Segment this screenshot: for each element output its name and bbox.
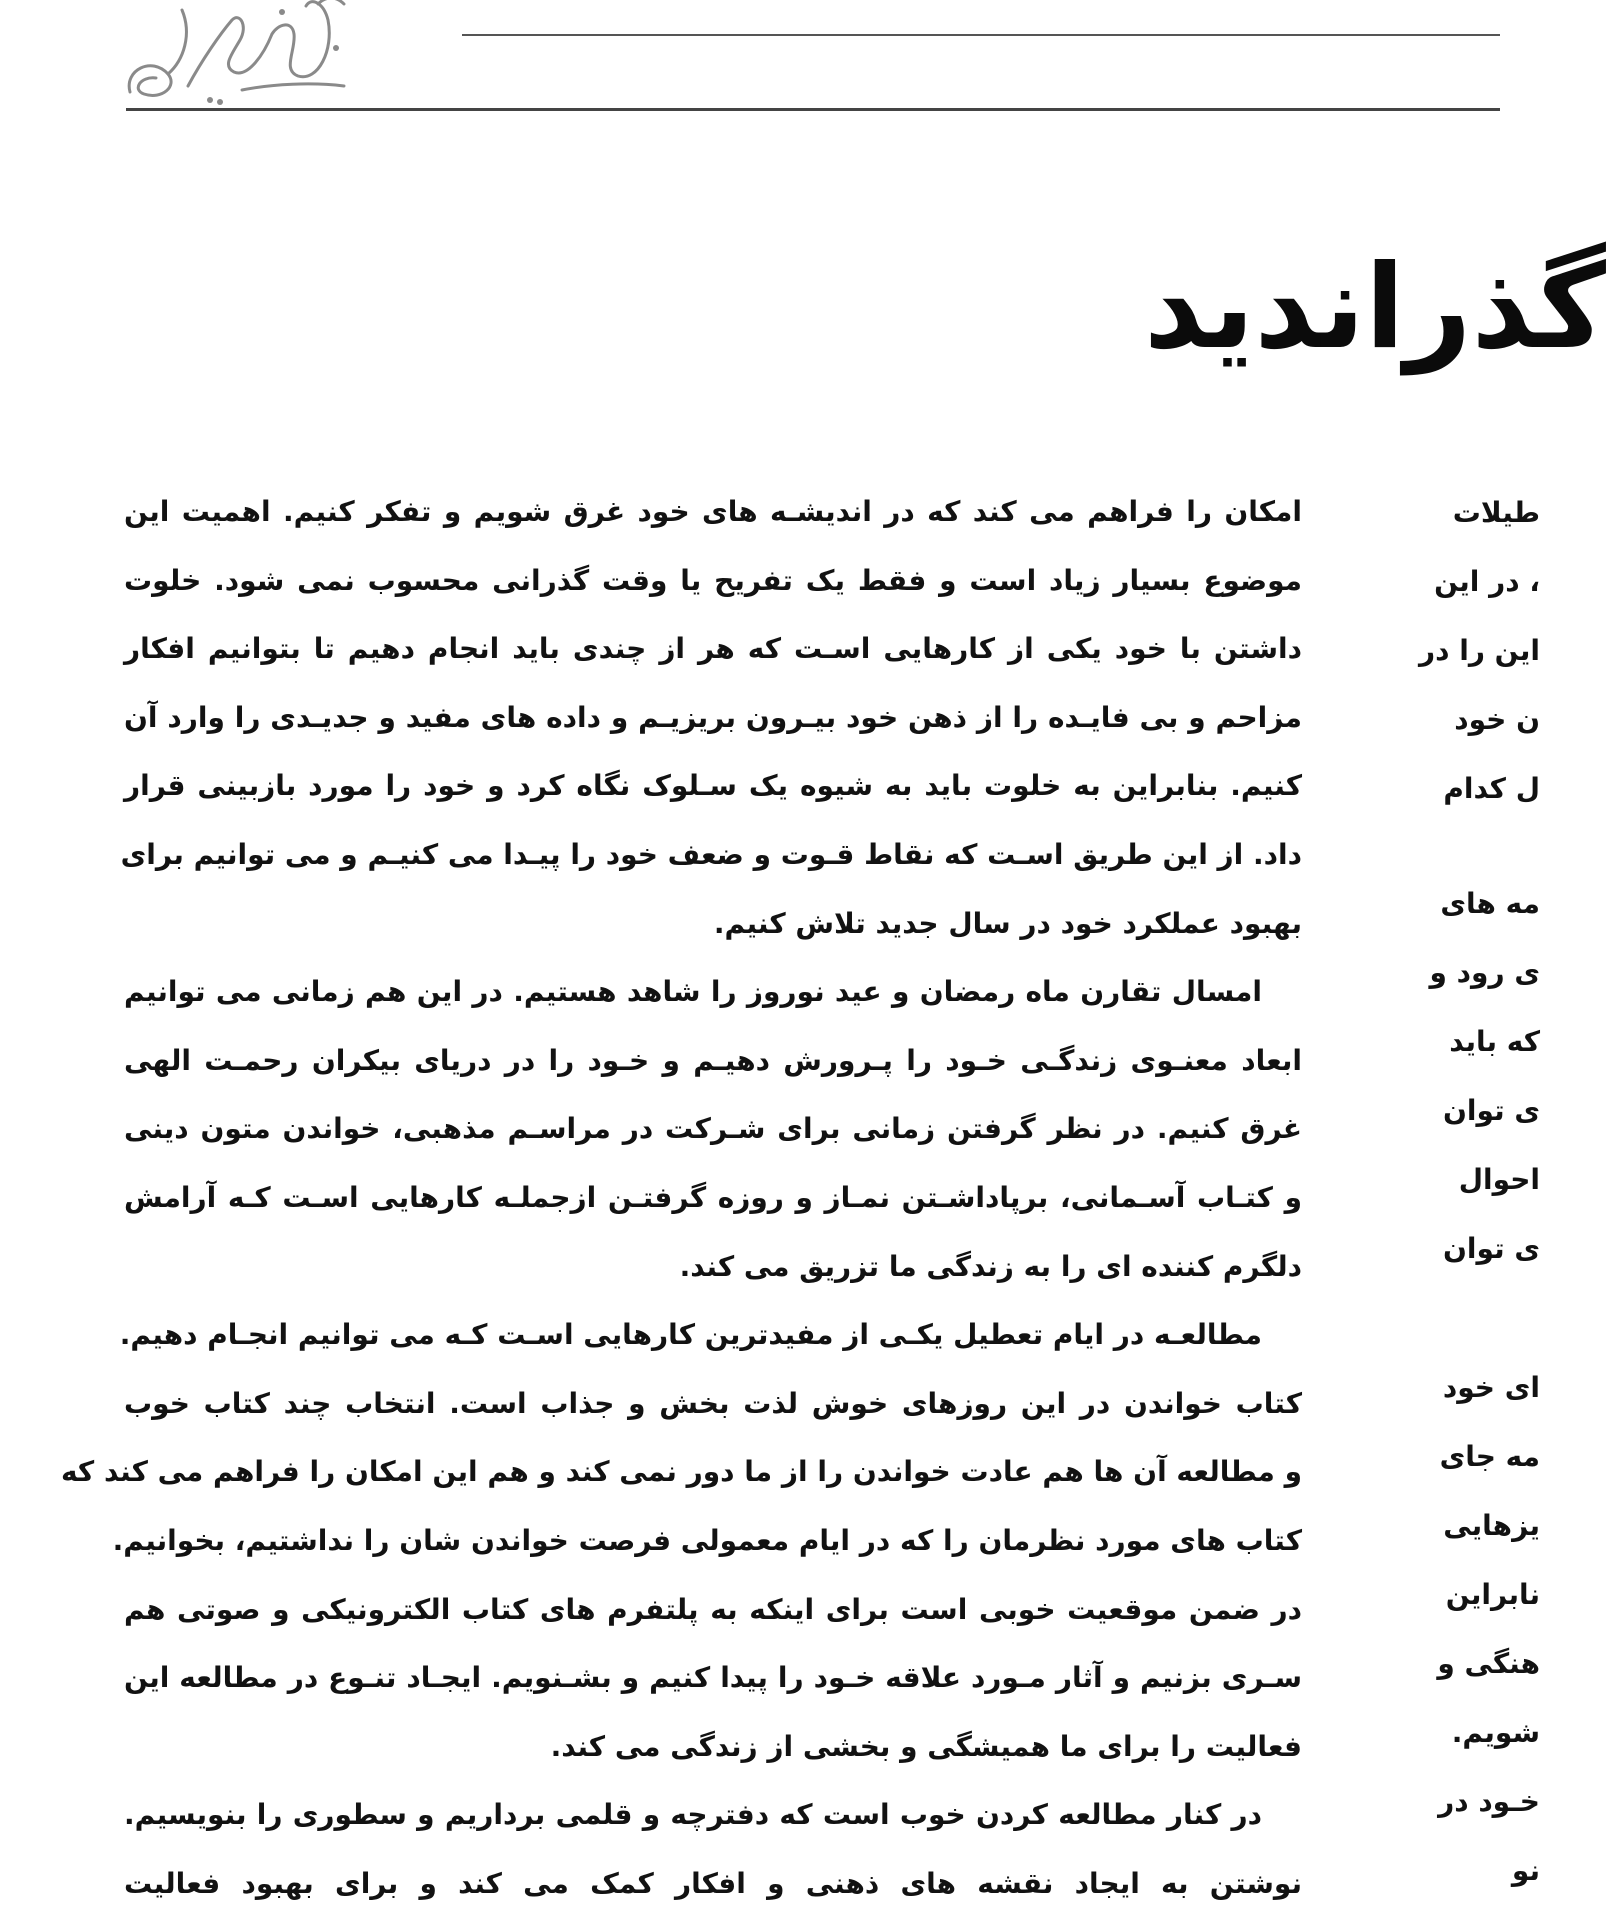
magazine-logo [122, 0, 352, 112]
body-text-line: مه جای [1439, 1440, 1540, 1473]
body-text-line: این را در [1418, 634, 1540, 667]
body-text-line: ی توان [1443, 1094, 1540, 1127]
paragraph-gap [1380, 1283, 1540, 1353]
body-text-line: کتاب خواندن در این روزهای خوش لذت بخش و جذاب است. انتخاب چند کتاب خوب [124, 1386, 1302, 1420]
body-text-line: موضوع بسیار زیاد است و فقط یک تفریح یا وقت گذرانی محسوب نمی شود. خلوت [124, 563, 1302, 597]
body-text-line: سـری بزنیم و آثار مـورد علاقه خـود را پیدا کنیم و بشـنویم. ایجـاد تنـوع در مطالعه این [124, 1661, 1302, 1695]
body-text-line: ن خود [1454, 703, 1540, 736]
body-text-line: ی رود و [1429, 956, 1540, 989]
body-text-line: هنگی و [1437, 1647, 1540, 1680]
body-text-line: مطالعـه در ایام تعطیل یکـی از مفیدترین کارهایی اسـت کـه می توانیم انجـام دهیم. [119, 1318, 1262, 1352]
body-text-line: نابراین [1445, 1578, 1540, 1611]
body-text-line: ای خود [1442, 1371, 1540, 1404]
body-text-line: نوشتن به ایجاد نقشه های ذهنی و افکار کمک می کند و برای بهبود فعالیت [124, 1866, 1302, 1900]
body-text-line: در کنار مطالعه کردن خوب است که دفترچه و قلمی برداریم و سطوری را بنویسیم. [124, 1798, 1262, 1832]
body-text-line: داشتن با خود یکی از کارهایی اسـت که هر از چندی باید انجام دهیم تا بتوانیم افکار [124, 632, 1302, 666]
body-text-line: مه های [1440, 887, 1540, 920]
body-text-line: فعالیت را برای ما همیشگی و بخشی از زندگی می کند. [550, 1729, 1302, 1763]
body-text-line: و مطالعه آن ها هم عادت خواندن را از ما دور نمی کند و هم این امکان را فراهم می کند که [60, 1455, 1302, 1489]
body-text-line: طیلات [1452, 496, 1540, 529]
body-text-line: احوال [1458, 1163, 1540, 1196]
body-text-line: بهبود عملکرد خود در سال جدید تلاش کنیم. [713, 906, 1302, 940]
body-text-line: امکان را فراهم می کند که در اندیشـه های خود غرق شویم و تفکر کنیم. اهمیت این [124, 495, 1302, 528]
body-text-line: داد. از این طریق اسـت که نقاط قـوت و ضعف خود را پیـدا می کنیـم و می توانیم برای [120, 837, 1302, 871]
paragraph-gap [1380, 823, 1540, 869]
body-text-line: و کتـاب آسـمانی، برپاداشـتن نمـاز و روزه گرفتـن ازجملـه کارهایی اسـت کـه آرامش [124, 1180, 1302, 1214]
body-text-line: کنیم. بنابراین به خلوت باید به شیوه یک سـلوک نگاه کرد و خود را مورد بازبینی قرار [124, 769, 1302, 803]
body-text-line: ل کدام [1443, 772, 1540, 805]
body-text-line: که باید [1449, 1025, 1540, 1058]
body-text-line: شویم. [1451, 1716, 1540, 1749]
body-text-line: ، در این [1434, 565, 1540, 598]
body-text-line: ابعاد معنـوی زندگـی خـود را پـرورش دهیـم و خـود را در دریای بیکران رحمـت الهی [124, 1043, 1302, 1077]
article-body-main-column [60, 478, 1302, 1918]
body-text-line: غرق کنیم. در نظر گرفتن زمانی برای شـرکت در مراسـم مذهبی، خواندن متون دینی [124, 1112, 1302, 1146]
header-rule [462, 34, 1500, 36]
body-text-line: کتاب های مورد نظرمان را که در ایام معمولی فرصت خواندن شان را نداشتیم، بخوانیم. [112, 1523, 1302, 1557]
body-text-line: مزاحم و بی فایـده را از ذهن خود بیـرون بریزیـم و داده های مفید و جدیـدی را وارد آن [124, 700, 1302, 734]
body-text-line: در ضمن موقعیت خوبی است برای اینکه به پلتفرم های کتاب الکترونیکی و صوتی هم [124, 1592, 1302, 1626]
article-headline: گذراندید [1143, 240, 1606, 375]
body-text-line: دلگرم کننده ای را به زندگی ما تزریق می کند. [679, 1249, 1302, 1283]
body-text-line: نو [1511, 1854, 1540, 1887]
body-text-line: خـود در [1438, 1785, 1540, 1818]
body-text-line: یزهایی [1443, 1509, 1540, 1542]
body-text-line: امسال تقارن ماه رمضان و عید نوروز را شاهد هستیم. در این هم زمانی می توانیم [124, 975, 1262, 1009]
body-text-line: ی توان [1443, 1232, 1540, 1265]
article-body-right-column [1380, 478, 1540, 1905]
